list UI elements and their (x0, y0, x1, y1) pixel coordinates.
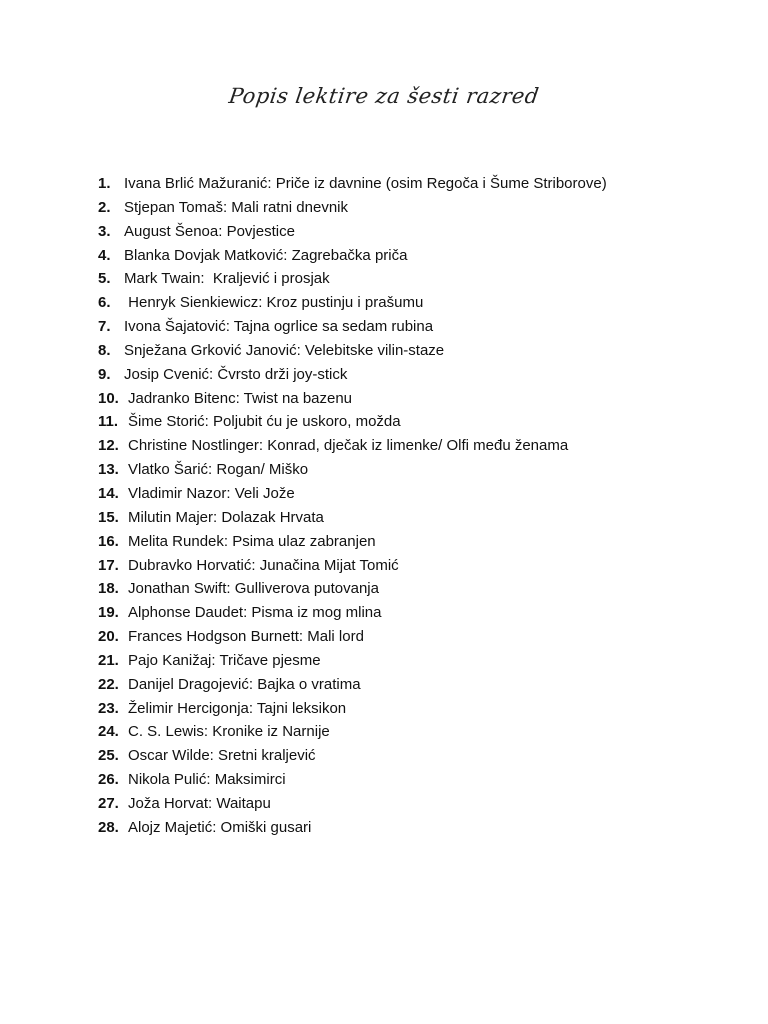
list-item (98, 220, 738, 244)
list-item-text: Šime Storić: Poljubit ću je uskoro, možda (128, 413, 401, 431)
list-item (98, 768, 738, 792)
list-item (98, 339, 738, 363)
list-item (98, 410, 738, 434)
page-title: Popis lektire za šesti razred (227, 84, 541, 108)
list-item-text: Josip Cvenić: Čvrsto drži joy-stick (124, 365, 348, 383)
list-item-number: 28. (98, 818, 119, 836)
list-item (98, 458, 738, 482)
list-item-number: 4. (98, 246, 111, 264)
list-item (98, 601, 738, 625)
list-item-text: Snježana Grković Janović: Velebitske vilin-staze (124, 341, 445, 359)
list-item (98, 649, 738, 673)
list-item-number: 26. (98, 771, 119, 789)
list-item-text: C. S. Lewis: Kronike iz Narnije (128, 723, 330, 741)
list-item-text: Jonathan Swift: Gulliverova putovanja (128, 580, 379, 598)
list-item-number: 8. (98, 341, 111, 359)
list-item-number: 13. (98, 461, 119, 479)
list-item (98, 315, 738, 339)
list-item-number: 11. (98, 413, 119, 431)
list-item (98, 267, 738, 291)
list-item-text: Danijel Dragojević: Bajka o vratima (128, 675, 361, 693)
list-item-text: Oscar Wilde: Sretni kraljević (128, 747, 316, 765)
list-item-number: 12. (98, 437, 119, 455)
list-item (98, 363, 738, 387)
list-item (98, 720, 738, 744)
list-item-text: Pajo Kanižaj: Tričave pjesme (128, 651, 321, 669)
reading-list (98, 172, 738, 840)
list-item-text: August Šenoa: Povjestice (124, 222, 295, 240)
list-item-text: Vladimir Nazor: Veli Jože (128, 484, 295, 502)
list-item-number: 18. (98, 580, 119, 598)
list-item (98, 196, 738, 220)
list-item-number: 1. (98, 175, 111, 192)
list-item (98, 387, 738, 411)
list-item-text: Joža Horvat: Waitapu (128, 794, 271, 812)
list-item-number: 5. (98, 270, 111, 288)
list-item (98, 673, 738, 697)
list-item (98, 530, 738, 554)
list-item-text: Stjepan Tomaš: Mali ratni dnevnik (124, 198, 349, 216)
list-item-text: Melita Rundek: Psima ulaz zabranjen (128, 532, 376, 550)
list-item-text: Christine Nostlinger: Konrad, dječak iz limenke/ Olfi među ženama (128, 437, 569, 455)
list-item (98, 697, 738, 721)
list-item-number: 19. (98, 604, 119, 622)
list-item-text: Mark Twain: Kraljević i prosjak (124, 270, 330, 288)
list-item-text: Milutin Majer: Dolazak Hrvata (128, 508, 324, 526)
list-item-text: Nikola Pulić: Maksimirci (128, 771, 286, 789)
list-item-text: Jadranko Bitenc: Twist na bazenu (128, 389, 353, 407)
list-item-number: 25. (98, 747, 119, 765)
list-item (98, 744, 738, 768)
list-item-number: 6. (98, 294, 111, 312)
list-item-number: 24. (98, 723, 119, 741)
list-item (98, 625, 738, 649)
list-item-number: 23. (98, 699, 119, 717)
list-item-text: Želimir Hercigonja: Tajni leksikon (128, 699, 347, 717)
list-item-text: Ivona Šajatović: Tajna ogrlice sa sedam rubina (124, 318, 434, 336)
list-item-number: 27. (98, 794, 119, 812)
list-item-number: 3. (98, 222, 111, 240)
list-item-text: Alojz Majetić: Omiški gusari (128, 818, 312, 836)
list-item (98, 482, 738, 506)
list-item-number: 2. (98, 198, 111, 216)
list-item-number: 7. (98, 318, 111, 336)
list-item-text: Vlatko Šarić: Rogan/ Miško (128, 461, 309, 479)
list-item (98, 506, 738, 530)
list-item-text: Henryk Sienkiewicz: Kroz pustinju i prašumu (124, 294, 424, 312)
list-item-number: 21. (98, 651, 119, 669)
list-item-number: 9. (98, 365, 111, 383)
list-item (98, 291, 738, 315)
list-item (98, 554, 738, 578)
list-item (98, 172, 738, 196)
list-item-number: 17. (98, 556, 119, 574)
list-item-text: Alphonse Daudet: Pisma iz mog mlina (128, 604, 382, 622)
list-item-text: Ivana Brlić Mažuranić: Priče iz davnine (osim Regoča i Šume Striborove) (124, 175, 607, 192)
list-item (98, 577, 738, 601)
list-item (98, 816, 738, 840)
list-item-number: 10. (98, 389, 119, 407)
list-item-text: Blanka Dovjak Matković: Zagrebačka priča (124, 246, 408, 264)
list-item-text: Dubravko Horvatić: Junačina Mijat Tomić (128, 556, 399, 574)
list-item-number: 14. (98, 484, 119, 502)
list-item-number: 22. (98, 675, 119, 693)
list-item (98, 792, 738, 816)
list-item-text: Frances Hodgson Burnett: Mali lord (128, 628, 364, 646)
list-item-number: 15. (98, 508, 119, 526)
list-item (98, 434, 738, 458)
list-item-number: 16. (98, 532, 119, 550)
list-item (98, 244, 738, 268)
list-item-number: 20. (98, 628, 119, 646)
